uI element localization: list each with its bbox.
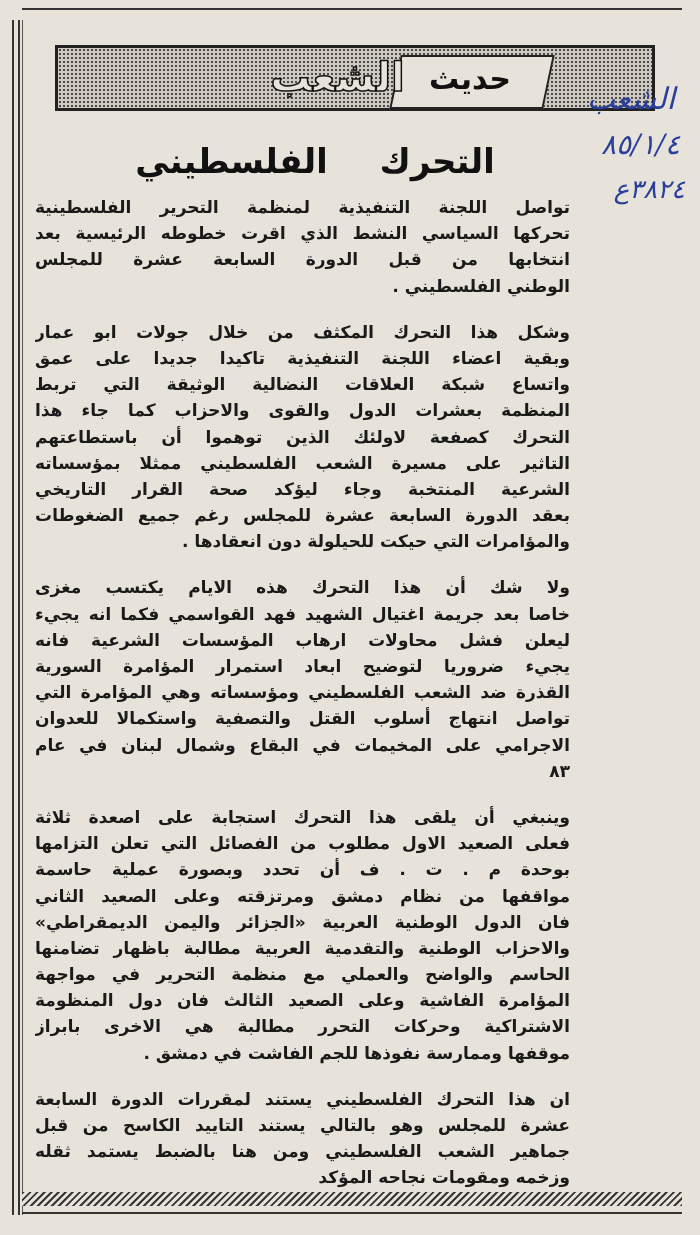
article-line: المنظمة بعشرات الدول والقوى والاحزاب كما جاء هذا: [35, 401, 570, 422]
article-line: المؤامرة الفاشية وعلى الصعيد الثالث فان دول المنظومة: [35, 991, 570, 1012]
left-inner-border: [22, 20, 23, 1215]
article-line: ليعلن فشل محاولات ارهاب المؤسسات الشرعية فانه: [35, 630, 570, 651]
banner-shaab-text: الشعب: [270, 55, 405, 101]
article-line: انتخابها من قبل الدورة السابعة عشرة للمجلس: [35, 250, 570, 271]
article-line: ان هذا التحرك الفلسطيني يستند لمقررات الدورة السابعة: [35, 1089, 570, 1110]
article-line: القذرة ضد الشعب الفلسطيني ومؤسساته وهي المؤامرة التي: [35, 683, 570, 704]
article-line: الوطني الفلسطيني .: [392, 276, 570, 297]
top-border: [22, 8, 682, 14]
article-line: خاصا بعد جريمة اغتيال الشهيد فهد القواسمي فكما انه يجيء: [35, 604, 570, 625]
article-line: وبقية اعضاء اللجنة التنفيذية تاكيدا جديدا على عمق: [35, 348, 570, 369]
article-line: موقفها وممارسة نفوذها للجم الفاشت في دمشق .: [143, 1043, 570, 1064]
handwritten-note-issue: ٣٨٢٤ع: [613, 175, 685, 205]
left-border: [12, 20, 20, 1215]
handwritten-note-source: الشعب: [586, 82, 675, 117]
article-headline: التحرك الفلسطيني: [135, 142, 495, 182]
article-line: تواصل انتهاج أسلوب القتل والتصفية واستكمالا للعدوان: [35, 709, 570, 730]
article-paragraph: [35, 1087, 570, 1192]
article-line: فان الدول الوطنية العربية «الجزائر واليمن الديمقراطي»: [35, 912, 570, 933]
article-line: ٨٣: [549, 761, 570, 782]
article-line: يجيء ضروريا لتوضيح ابعاد استمرار المؤامرة السورية: [35, 657, 570, 677]
banner-hadith-text: حديث: [429, 62, 511, 97]
article-line: وشكل هذا التحرك المكثف من خلال جولات ابو عمار: [35, 322, 570, 343]
article-line: الشرعية المنتخبة وجاء ليؤكد صحة القرار التاريخي: [35, 479, 570, 500]
article-line: ولا شك أن هذا التحرك هذه الايام يكتسب مغزى: [35, 578, 570, 599]
article-line: بعقد الدورة السابعة عشرة للمجلس رغم جميع الضغوطات: [35, 506, 570, 527]
article-line: التحرك كصفعة لاولئك الذين توهموا أن باستطاعتهم: [35, 427, 570, 448]
article-paragraph: [35, 195, 570, 300]
article-line: والمؤامرات التي حيكت للحيلولة دون انعقادها .: [182, 532, 570, 553]
article-line: واتساع شبكة العلاقات النضالية الوثيقة التي تربط: [35, 375, 570, 396]
article-line: والاحزاب الوطنية والتقدمية العربية مطالبة باظهار تضامنها: [35, 938, 570, 959]
article-paragraph: [35, 320, 570, 556]
article-line: وزخمه ومقومات نجاحه المؤكد: [318, 1168, 570, 1189]
article-line: الاشتراكية وحركات التحرر مطالبة هي الاخرى بابراز: [35, 1017, 570, 1038]
article-paragraph: [35, 805, 570, 1067]
article-line: جماهير الشعب الفلسطيني ومن هنا بالضبط يستمد ثقله: [35, 1142, 570, 1163]
article-line: فعلى الصعيد الاول مطلوب من الفصائل التي تعلن التزامها: [35, 834, 570, 855]
article-line: الاجرامي على المخيمات في البقاع وشمال لبنان في عام: [35, 735, 570, 756]
article-line: التاثير على مسيرة الشعب الفلسطيني ممثلا بمؤسساته: [35, 453, 570, 474]
article-line: وينبغي أن يلقى هذا التحرك استجابة على اصعدة ثلاثة: [35, 807, 570, 828]
article-line: مواقفها من نظام دمشق ومرتزقته وعلى الصعيد الثاني: [35, 886, 570, 907]
bottom-border-pattern: [22, 1192, 682, 1206]
bottom-border-rule: [22, 1212, 682, 1217]
article-line: عشرة للمجلس وهو بالتالي يستند التاييد الكاسح من قبل: [35, 1116, 570, 1136]
article-body: [35, 195, 570, 1212]
article-line: تواصل اللجنة التنفيذية لمنظمة التحرير الفلسطينية: [35, 198, 570, 218]
article-paragraph: [35, 575, 570, 785]
article-line: الحاسم والواضح والعملي مع منظمة التحرير في مواجهة: [35, 965, 570, 986]
article-line: بوحدة م . ت . ف أن تحدد وبصورة عملية حاسمة: [35, 860, 570, 881]
handwritten-note-date: ٨٥/١/٤: [600, 128, 680, 161]
article-line: تحركها السياسي النشط الذي اقرت خطوطه الرئيسية بعد: [35, 224, 570, 245]
